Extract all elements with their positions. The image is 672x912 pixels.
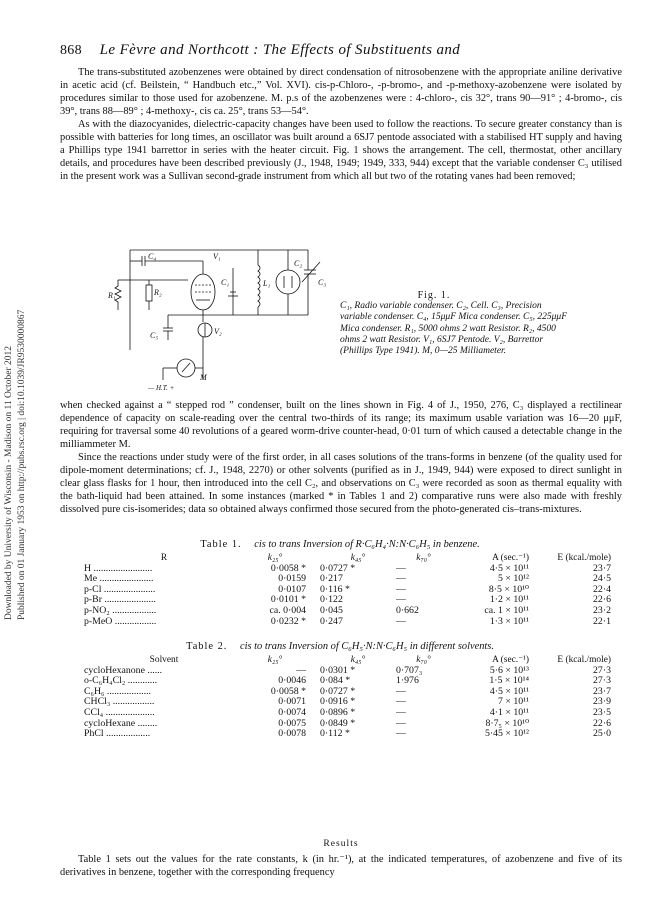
label-c2: C₂ [294, 259, 303, 268]
table-header: E (kcal./mole) [557, 553, 611, 563]
table-cell: 5·45 × 10¹² [484, 728, 529, 740]
body-text-bottom [60, 853, 622, 879]
table-cell: — [396, 696, 406, 708]
table-cell: — [396, 706, 406, 718]
table-header: A (sec.⁻¹) [492, 655, 529, 665]
table2-title: cis to trans Inversion of C₆H₅·N:N·C₆H₅ in different solvents. [240, 641, 494, 652]
table-cell: ca. 1 × 10¹¹ [484, 604, 529, 616]
table-header: k₂₅° [267, 553, 283, 563]
paragraph: As with the diazocyanides, dielectric-capacity changes have been used to follow the reactions. To secure greater constancy than is possible with batteries for long times, an oscillator was built around a 6SJ7 pentode associated with a stabilised HT supply and having a Phillips type 1941 barrettor in series with the heater circuit. Fig. 1 shows the arrangement. The cell, thermostat, other ancillary details, and procedures have been described previously (J., 1948, 1949; 1949, 333, 944) except that the variable condenser C₃ utilised in the present work was a Sullivan second-grade instrument from which all but two of the rotating vanes had been removed; [60, 119, 622, 182]
table-cell: 23·7 [593, 562, 611, 574]
watermark-publication-line: Published on 01 January 1953 on http://pubs.rsc.org | doi:10.1039/JR9530000867 [17, 309, 27, 620]
table2-label: Table 2. [186, 641, 228, 652]
table-cell: 22·1 [593, 615, 611, 627]
row-label-cell: p-Br ..................... [84, 594, 156, 606]
table-row [84, 617, 621, 628]
table-cell: 0·0075 [278, 717, 306, 729]
table-header: Solvent [149, 655, 179, 665]
table-cell: 0·247 [320, 615, 343, 627]
table-cell: 0·112 * [320, 728, 350, 740]
table-cell: 23·7 [593, 685, 611, 697]
circuit-diagram [108, 240, 333, 392]
table-cell: 0·0896 * [320, 706, 356, 718]
table-row [84, 729, 621, 740]
row-label-cell: CCl₄ .................... [84, 706, 155, 718]
table-header: A (sec.⁻¹) [492, 553, 529, 563]
table-header: k₂₅° [267, 655, 283, 665]
body-text-top [60, 66, 622, 183]
table-cell: 0·0159 [278, 573, 306, 585]
label-ht: — H.T. + [148, 384, 175, 392]
table1-label: Table 1. [200, 539, 242, 550]
table-cell: 25·0 [593, 728, 611, 740]
label-l1: L₁ [263, 279, 271, 288]
table-cell: 0·0046 [278, 675, 306, 687]
table-cell: — [296, 664, 306, 676]
label-r2: R₂ [154, 288, 162, 297]
table-cell: 8·7₅ × 10¹⁰ [485, 717, 529, 729]
table1-caption [60, 539, 620, 550]
label-c5: C₅ [150, 331, 159, 340]
table-cell: 4·1 × 10¹¹ [489, 706, 529, 718]
table-row [84, 708, 621, 719]
watermark-download-line: Downloaded by University of Wisconsin - Madison on 11 October 2012 [4, 345, 14, 620]
row-label-cell: C₆H₆ .................. [84, 685, 151, 697]
table-header-row [84, 655, 621, 666]
table-cell: 22·6 [593, 717, 611, 729]
table-cell: 0·122 [320, 594, 343, 606]
table-cell: 0·707₃ [396, 664, 423, 676]
table-cell: — [396, 562, 406, 574]
table-cell: 0·0058 * [270, 685, 306, 697]
table-cell: 0·0074 [278, 706, 306, 718]
table-cell: 22·4 [593, 583, 611, 595]
row-label-cell: H ........................ [84, 562, 153, 574]
table-row [84, 595, 621, 606]
running-header [60, 42, 620, 59]
table-header: k₇₀° [416, 655, 431, 665]
table-row [84, 719, 621, 730]
row-label-cell: PhCl .................. [84, 728, 151, 740]
table-cell: — [396, 583, 406, 595]
table-cell: 0·0727 * [320, 685, 356, 697]
table-cell: — [396, 685, 406, 697]
table-cell: — [396, 615, 406, 627]
table-cell: 7 × 10¹¹ [498, 696, 529, 708]
table-cell: 0·0078 [278, 728, 306, 740]
body-text-middle [60, 399, 622, 516]
table-2 [84, 655, 621, 740]
table-cell: 23·2 [593, 604, 611, 616]
table-header-row [84, 553, 621, 564]
table-cell: 5 × 10¹² [498, 573, 529, 585]
figure-caption [340, 290, 568, 357]
row-label-cell: Me ...................... [84, 573, 154, 585]
table-header: k₄₅° [350, 553, 366, 563]
table-header: k₇₀° [416, 553, 431, 563]
table-header: E (kcal./mole) [557, 655, 611, 665]
table-cell: ca. 0·004 [269, 604, 306, 616]
running-title: Le Fèvre and Northcott : The Effects of Substituents and [99, 42, 461, 58]
table-cell: 23·9 [593, 696, 611, 708]
section-heading-results: Results [323, 838, 359, 849]
table-cell: 27·3 [593, 675, 611, 687]
table-1 [84, 553, 621, 627]
label-c3: C₃ [318, 278, 327, 287]
paragraph: when checked against a “ stepped rod ” condenser, built on the lines shown in Fig. 4 of J., 1950, 276, C₃ displayed a rectilinear dependence of capacity on scale-reading over the central two-thirds of its range; its maximum usable variation was 16—20 μμF, requiring for traversal some 40 revolutions of a geared worm-drive counter-head, 0·01 turn of which caused a detectable change in the milliammeter M. [60, 400, 622, 450]
table-cell: 1·976 [396, 675, 419, 687]
table-cell: — [396, 728, 406, 740]
table-cell: — [396, 573, 406, 585]
table-cell: 0·0727 * [320, 562, 356, 574]
table-cell: 8·5 × 10¹⁰ [488, 583, 529, 595]
paragraph: Since the reactions under study were of the first order, in all cases solutions of the trans-forms in benzene (of the quality used for dipole-moment determinations; cf. J., 1948, 2270) or other solvents (purified as in J., 1949, 944) were exposed to direct sunlight in clear glass flasks for 1 hour, then introduced into the cell C₂, and observations on C₃ were recorded as soon as thermal equality with the bath-liquid had been attained. In some instances (marked * in Tables 1 and 2) comparative runs were also made with freshly dissolved pure cis-isomerides; data so obtained always confirmed those secured from the photo-generated cis–trans-mixtures. [60, 452, 622, 515]
row-label-cell: p-Cl ..................... [84, 583, 156, 595]
download-watermark [2, 180, 30, 620]
table-row [84, 564, 621, 575]
table2-caption [60, 641, 620, 652]
table-cell: 1·2 × 10¹¹ [489, 594, 529, 606]
table-cell: 0·662 [396, 604, 419, 616]
table1-title: cis to trans Inversion of R·C₆H₄·N:N·C₆H₅ in benzene. [254, 539, 480, 550]
table-cell: 24·5 [593, 573, 611, 585]
table-cell: 0·0058 * [270, 562, 306, 574]
table-header: R [160, 553, 168, 563]
row-label-cell: CHCl₃ ................. [84, 696, 155, 708]
table-cell: 0·0849 * [320, 717, 356, 729]
label-c4: C₄ [148, 252, 157, 261]
table-cell: 1·5 × 10¹⁴ [489, 675, 529, 687]
label-c1: C₁ [221, 278, 230, 287]
table-cell: 0·116 * [320, 583, 350, 595]
table-cell: 4·5 × 10¹¹ [489, 562, 529, 574]
row-label-cell: p-MeO ................. [84, 615, 157, 627]
table-cell: 0·0071 [278, 696, 306, 708]
label-v1: V₁ [213, 252, 221, 261]
table-cell: 0·0916 * [320, 696, 356, 708]
table-cell: 5·6 × 10¹³ [489, 664, 529, 676]
row-label-cell: o-C₆H₄Cl₂ ............ [84, 675, 158, 687]
page-number: 868 [60, 43, 82, 58]
row-label-cell: cycloHexanone ...... [84, 664, 163, 676]
table-cell: — [396, 594, 406, 606]
table-cell: 0·0101 * [270, 594, 306, 606]
table-cell: 1·3 × 10¹¹ [489, 615, 529, 627]
table-cell: 0·0232 * [270, 615, 306, 627]
table-cell: 0·084 * [320, 675, 351, 687]
table-cell: 23·5 [593, 706, 611, 718]
row-label-cell: cycloHexane ........ [84, 717, 158, 729]
table-row [84, 606, 621, 617]
table-cell: 0·0301 * [320, 664, 356, 676]
table-cell: 0·045 [320, 604, 343, 616]
table-header: k₄₅° [350, 655, 366, 665]
table-cell: 22·6 [593, 594, 611, 606]
table-cell: 0·0107 [278, 583, 306, 595]
label-v2: V₂ [214, 327, 222, 336]
table-cell: — [396, 717, 406, 729]
table-row [84, 574, 621, 585]
table-cell: 0·217 [320, 573, 343, 585]
paragraph: The trans-substituted azobenzenes were obtained by direct condensation of nitrosobenzene with the appropriate aniline derivative in acetic acid (cf. Beilstein, “ Handbuch etc.,” Vol. XVI). cis-p-Chloro-, -p-bromo-, and -p-methoxy-azobenzene were isolated by procedures similar to those used for azobenzene. M. p.s of the azobenzenes were : 4-chloro-, cis 32°, trans 90—91° ; 4-bromo-, cis 39°, trans 88—89° ; 4-methoxy-, cis ca. 25°, trans 53—54°. [60, 67, 622, 117]
table-row [84, 666, 621, 677]
table-row [84, 585, 621, 596]
row-label-cell: p-NO₂ .................. [84, 604, 157, 616]
table-cell: 4·5 × 10¹¹ [489, 685, 529, 697]
figure-caption-body: C₁, Radio variable condenser. C₂, Cell. C₃, Precision variable condenser. C₄, 15μμF Mica condenser. C₅, 225μμF Mica condenser. R₁, 5000 ohms 2 watt Resistor. R₂, 4500 ohms 2 watt Resistor. V₁, 6SJ7 Pentode. V₂, Barrettor (Phillips Type 1941). M, 0—25 Milliameter. [340, 301, 567, 357]
figure-caption-title: Fig. 1. [417, 290, 451, 301]
label-m: M [200, 373, 207, 382]
paragraph: Table 1 sets out the values for the rate constants, k (in hr.⁻¹), at the indicated temperatures, of azobenzene and five of its derivatives in benzene, together with the corresponding frequency [60, 854, 622, 878]
table-cell: 27·3 [593, 664, 611, 676]
label-r1: R₁ [108, 291, 116, 300]
